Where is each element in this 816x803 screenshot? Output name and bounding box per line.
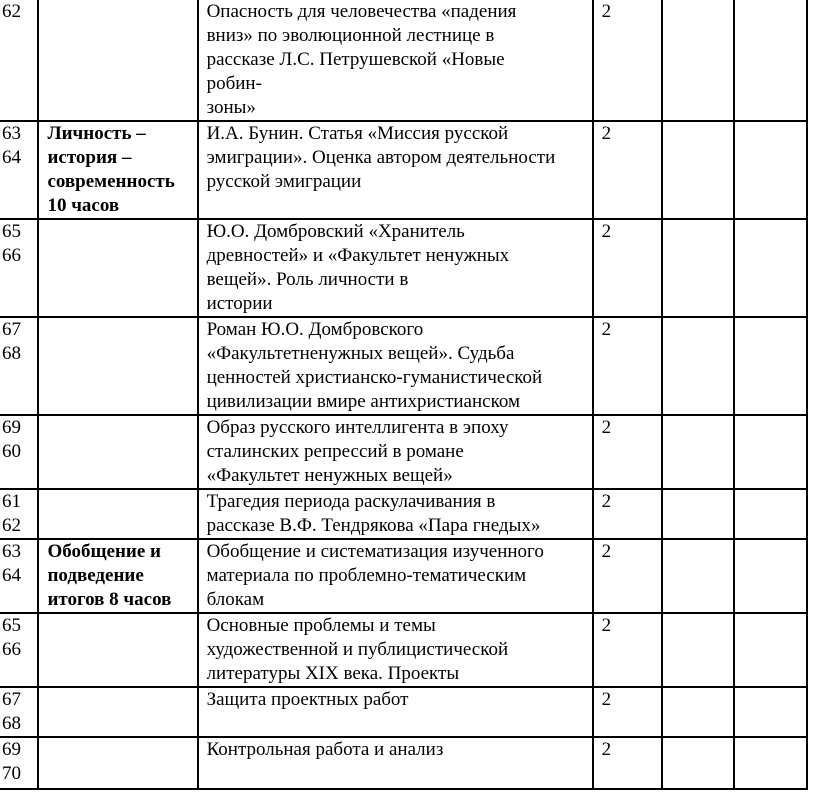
lesson-topic: Опасность для человечества «падения вниз» по эволюционной лестнице в рассказе Л.С. Петрушевской «Новые робин- зоны» (198, 0, 593, 121)
empty-cell (734, 415, 807, 489)
hours-count: 2 (593, 0, 662, 121)
table-row (0, 317, 807, 415)
empty-cell (734, 737, 807, 789)
table-row (0, 539, 807, 613)
lesson-topic: Ю.О. Домбровский «Хранитель древностей» и «Факультет ненужных вещей». Роль личности в истории (198, 219, 593, 317)
lesson-topic: Обобщение и систематизация изученного материала по проблемно-тематическим блокам (198, 539, 593, 613)
empty-cell (662, 317, 734, 415)
lesson-topic: Трагедия периода раскулачивания в рассказе В.Ф. Тендрякова «Пара гнедых» (198, 489, 593, 539)
lesson-number: 65 66 (0, 613, 38, 687)
section-title (38, 219, 197, 317)
lesson-number: 63 64 (0, 121, 38, 219)
section-title (38, 415, 197, 489)
hours-count: 2 (593, 737, 662, 789)
table-row (0, 0, 807, 121)
lesson-number: 69 60 (0, 415, 38, 489)
lesson-topic: И.А. Бунин. Статья «Миссия русской эмиграции». Оценка автором деятельности русской эмиграции (198, 121, 593, 219)
lesson-topic: Контрольная работа и анализ (198, 737, 593, 789)
empty-cell (734, 317, 807, 415)
lesson-topic: Роман Ю.О. Домбровского «Факультетненужных вещей». Судьба ценностей христианско-гуманистической цивилизации вмире антихристианском (198, 317, 593, 415)
empty-cell (662, 687, 734, 737)
section-title: Личность – история – современность 10 часов (38, 121, 197, 219)
empty-cell (734, 687, 807, 737)
table-row (0, 737, 807, 789)
hours-count: 2 (593, 317, 662, 415)
empty-cell (734, 219, 807, 317)
empty-cell (734, 121, 807, 219)
hours-count: 2 (593, 489, 662, 539)
empty-cell (734, 489, 807, 539)
table-row (0, 613, 807, 687)
empty-cell (662, 613, 734, 687)
hours-count: 2 (593, 415, 662, 489)
table-row (0, 687, 807, 737)
table-row (0, 219, 807, 317)
section-title (38, 0, 197, 121)
section-title (38, 737, 197, 789)
section-title (38, 613, 197, 687)
table-row (0, 415, 807, 489)
hours-count: 2 (593, 687, 662, 737)
empty-cell (662, 737, 734, 789)
hours-count: 2 (593, 121, 662, 219)
empty-cell (734, 613, 807, 687)
lesson-number: 62 (0, 0, 38, 121)
section-title: Обобщение и подведение итогов 8 часов (38, 539, 197, 613)
lesson-number: 67 68 (0, 687, 38, 737)
lesson-topic: Образ русского интеллигента в эпоху сталинских репрессий в романе «Факультет ненужных вещей» (198, 415, 593, 489)
hours-count: 2 (593, 539, 662, 613)
lesson-topic: Основные проблемы и темы художественной и публицистической литературы XIX века. Проекты (198, 613, 593, 687)
empty-cell (662, 121, 734, 219)
section-title (38, 489, 197, 539)
lesson-topic: Защита проектных работ (198, 687, 593, 737)
table-row (0, 489, 807, 539)
empty-cell (662, 539, 734, 613)
empty-cell (662, 415, 734, 489)
hours-count: 2 (593, 219, 662, 317)
empty-cell (662, 489, 734, 539)
empty-cell (734, 0, 807, 121)
lesson-number: 67 68 (0, 317, 38, 415)
section-title (38, 687, 197, 737)
lesson-number: 65 66 (0, 219, 38, 317)
section-title (38, 317, 197, 415)
empty-cell (662, 0, 734, 121)
hours-count: 2 (593, 613, 662, 687)
lesson-number: 69 70 (0, 737, 38, 789)
lesson-number: 63 64 (0, 539, 38, 613)
table-row (0, 121, 807, 219)
empty-cell (662, 219, 734, 317)
empty-cell (734, 539, 807, 613)
lesson-number: 61 62 (0, 489, 38, 539)
